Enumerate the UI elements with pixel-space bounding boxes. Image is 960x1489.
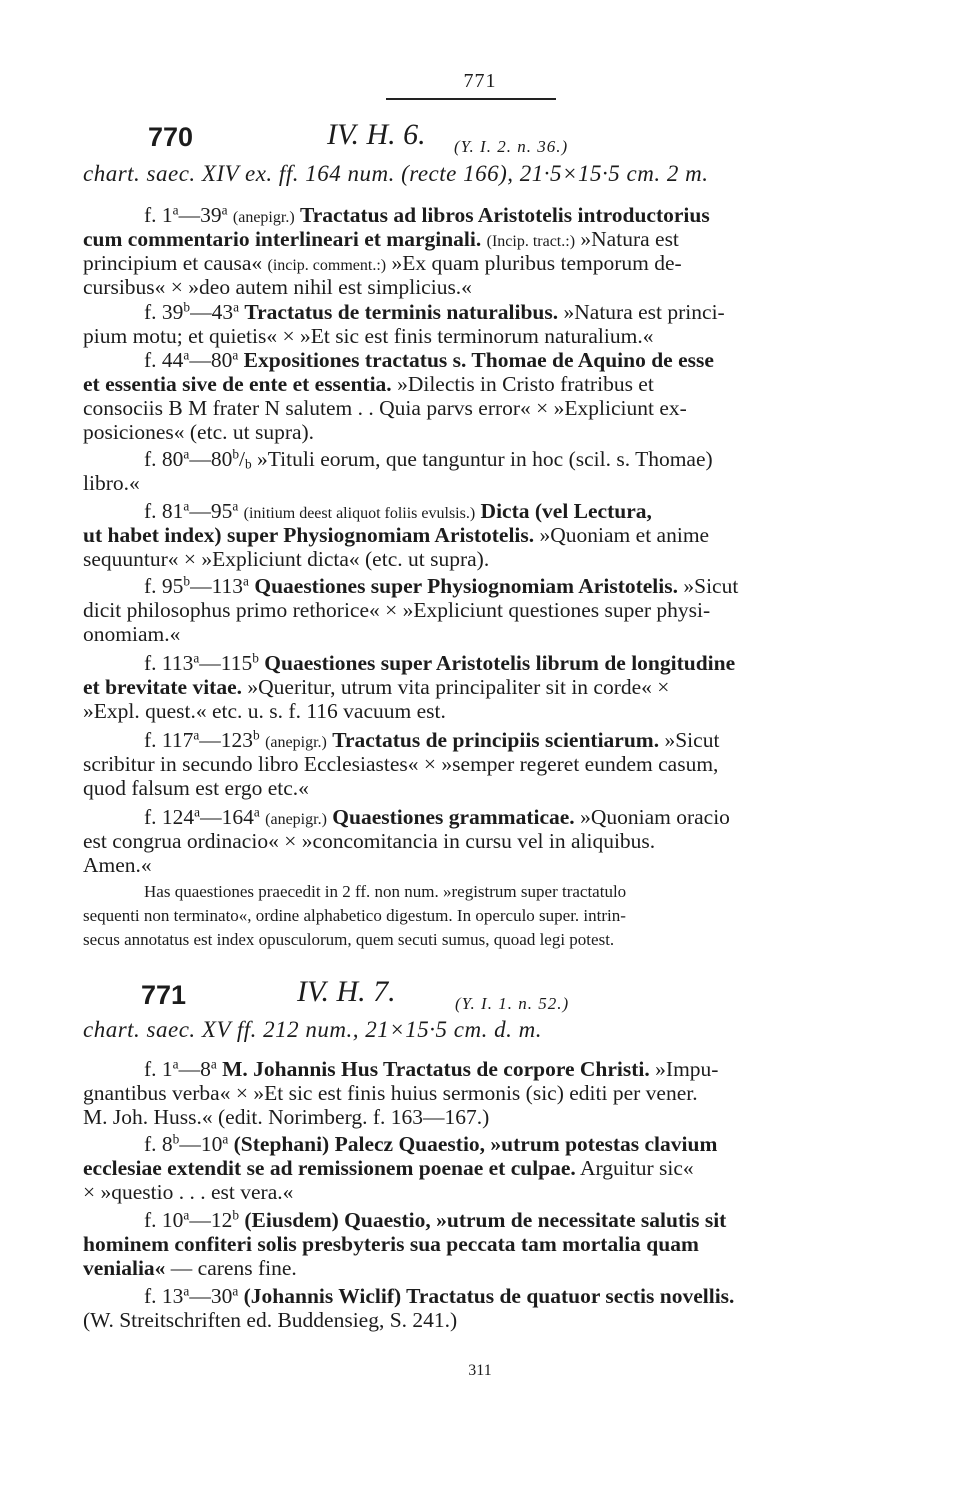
entry-770-item-8-line-3: quod falsum est ergo etc.« bbox=[83, 776, 309, 800]
entry-770-item-7-line-2: et brevitate vitae. »Queritur, utrum vita principaliter sit in corde« × bbox=[83, 675, 670, 699]
entry-770-item-1-line-1: f. 1$^a$—39$^a$ (anepigr.) Tractatus ad libros Aristotelis introductorius bbox=[144, 202, 710, 227]
entry-770-number: 770 bbox=[148, 122, 194, 152]
entry-771-old-signature: (Y. I. 1. n. 52.) bbox=[455, 994, 570, 1013]
entry-771-item-3-line-1: f. 10$^a$—12$^b$ (Eiusdem) Quaestio, »utrum de necessitate salutis sit bbox=[144, 1207, 727, 1232]
entry-770-item-1-line-3: principium et causa« (incip. comment.:) »Ex quam pluribus temporum de- bbox=[83, 251, 682, 275]
entry-771-description: chart. saec. XV ff. 212 num., 21×15·5 cm. d. m. bbox=[83, 1017, 542, 1042]
entry-770-shelfmark: IV. H. 6. bbox=[327, 118, 426, 151]
entry-770-item-9-line-1: f. 124$^a$—164$^a$ (anepigr.) Quaestiones grammaticae. »Quoniam oracio bbox=[144, 804, 730, 829]
entry-770-note-line-1: Has quaestiones praecedit in 2 ff. non num. »registrum super tractatulo bbox=[144, 882, 627, 901]
entry-770-item-7-line-3: »Expl. quest.« etc. u. s. f. 116 vacuum est. bbox=[83, 699, 446, 723]
entry-771-item-1-line-3: M. Joh. Huss.« (edit. Norimberg. f. 163—167.) bbox=[83, 1105, 490, 1129]
entry-770-item-6-line-3: onomiam.« bbox=[83, 622, 181, 646]
entry-771-item-2-line-3: × »questio . . . est vera.« bbox=[83, 1180, 294, 1204]
entry-771-item-1-line-1: f. 1$^a$—8$^a$ M. Johannis Hus Tractatus de corpore Christi. »Impu- bbox=[144, 1056, 719, 1081]
entry-770-item-5-line-3: sequuntur« × »Expliciunt dicta« (etc. ut supra). bbox=[83, 547, 490, 571]
entry-770-item-9-line-3: Amen.« bbox=[83, 853, 152, 877]
entry-770-item-2-line-2: pium motu; et quietis« × »Et sic est finis terminorum naturalium.« bbox=[83, 324, 654, 348]
entry-770-item-3-line-3: consociis B M frater N salutem . . Quia parvs error« × »Expliciunt ex- bbox=[83, 396, 687, 420]
entry-771-item-4-line-1: f. 13$^a$—30$^a$ (Johannis Wiclif) Tractatus de quatuor sectis novellis. bbox=[144, 1283, 735, 1308]
entry-770-description: chart. saec. XIV ex. ff. 164 num. (recte 166), 21·5×15·5 cm. 2 m. bbox=[83, 161, 709, 186]
running-head-rule bbox=[386, 98, 556, 100]
page-folio-number: 311 bbox=[468, 1362, 492, 1379]
entry-770-item-3-line-4: posiciones« (etc. ut supra). bbox=[83, 420, 315, 444]
entry-771-shelfmark: IV. H. 7. bbox=[297, 975, 396, 1008]
entry-770-item-6-line-1: f. 95$^b$—113$^a$ Quaestiones super Physiognomiam Aristotelis. »Sicut bbox=[144, 573, 739, 598]
entry-770-note-line-3: secus annotatus est index opusculorum, quem secuti sumus, quoad legi potest. bbox=[83, 930, 615, 949]
entry-770-item-9-line-2: est congrua ordinacio« × »concomitancia in cursu vel in aliquibus. bbox=[83, 829, 656, 853]
running-head: 771 bbox=[463, 70, 497, 92]
entry-770-item-8-line-2: scribitur in secundo libro Ecclesiastes« × »semper regeret eundem casum, bbox=[83, 752, 719, 776]
entry-770-item-3-line-1: f. 44$^a$—80$^a$ Expositiones tractatus s. Thomae de Aquino de esse bbox=[144, 347, 714, 372]
entry-771-item-3-line-2: hominem confiteri solis presbyteris sua peccata tam mortalia quam bbox=[83, 1232, 699, 1256]
entry-770-item-5-line-2: ut habet index) super Physiognomiam Aristotelis. »Quoniam et anime bbox=[83, 523, 710, 547]
entry-770-item-1-line-4: cursibus« × »deo autem nihil est simplicius.« bbox=[83, 275, 472, 299]
entry-770-item-8-line-1: f. 117$^a$—123$^b$ (anepigr.) Tractatus de principiis scientiarum. »Sicut bbox=[144, 727, 720, 752]
entry-770-note-line-2: sequenti non terminato«, ordine alphabetico digestum. In operculo super. intrin- bbox=[83, 906, 626, 925]
entry-771-item-2-line-1: f. 8$^b$—10$^a$ (Stephani) Palecz Quaestio, »utrum potestas clavium bbox=[144, 1131, 718, 1156]
entry-771-item-3-line-3: venialia« — carens fine. bbox=[83, 1256, 297, 1280]
entry-770-item-4-line-2: libro.« bbox=[83, 471, 140, 495]
entry-770-item-1-line-2: cum commentario interlineari et marginali. (Incip. tract.:) »Natura est bbox=[83, 227, 679, 251]
entry-770-item-4-line-1: f. $80^a—80^b/_b$ »Tituli eorum, que tanguntur in hoc (scil. s. Thomae) bbox=[144, 446, 713, 472]
entry-771-item-2-line-2: ecclesiae extendit se ad remissionem poenae et culpae. Arguitur sic« bbox=[83, 1156, 694, 1180]
entry-770-item-7-line-1: f. 113$^a$—115$^b$ Quaestiones super Aristotelis librum de longitudine bbox=[144, 650, 736, 675]
entry-771-item-4-line-2: (W. Streitschriften ed. Buddensieg, S. 241.) bbox=[83, 1308, 458, 1332]
entry-771-item-1-line-2: gnantibus verba« × »Et sic est finis huius sermonis (sic) editi per vener. bbox=[83, 1081, 698, 1105]
entry-770-item-5-line-1: f. 81$^a$—95$^a$ (initium deest aliquot foliis evulsis.) Dicta (vel Lectura, bbox=[144, 498, 652, 523]
entry-770-old-signature: (Y. I. 2. n. 36.) bbox=[454, 137, 569, 156]
entry-771-number: 771 bbox=[141, 980, 187, 1010]
entry-770-item-6-line-2: dicit philosophus primo rethorice« × »Expliciunt questiones super physi- bbox=[83, 598, 711, 622]
entry-770-item-2-line-1: f. 39$^b$—43$^a$ Tractatus de terminis naturalibus. »Natura est princi- bbox=[144, 299, 725, 324]
entry-770-item-3-line-2: et essentia sive de ente et essentia. »Dilectis in Cristo fratribus et bbox=[83, 372, 654, 396]
